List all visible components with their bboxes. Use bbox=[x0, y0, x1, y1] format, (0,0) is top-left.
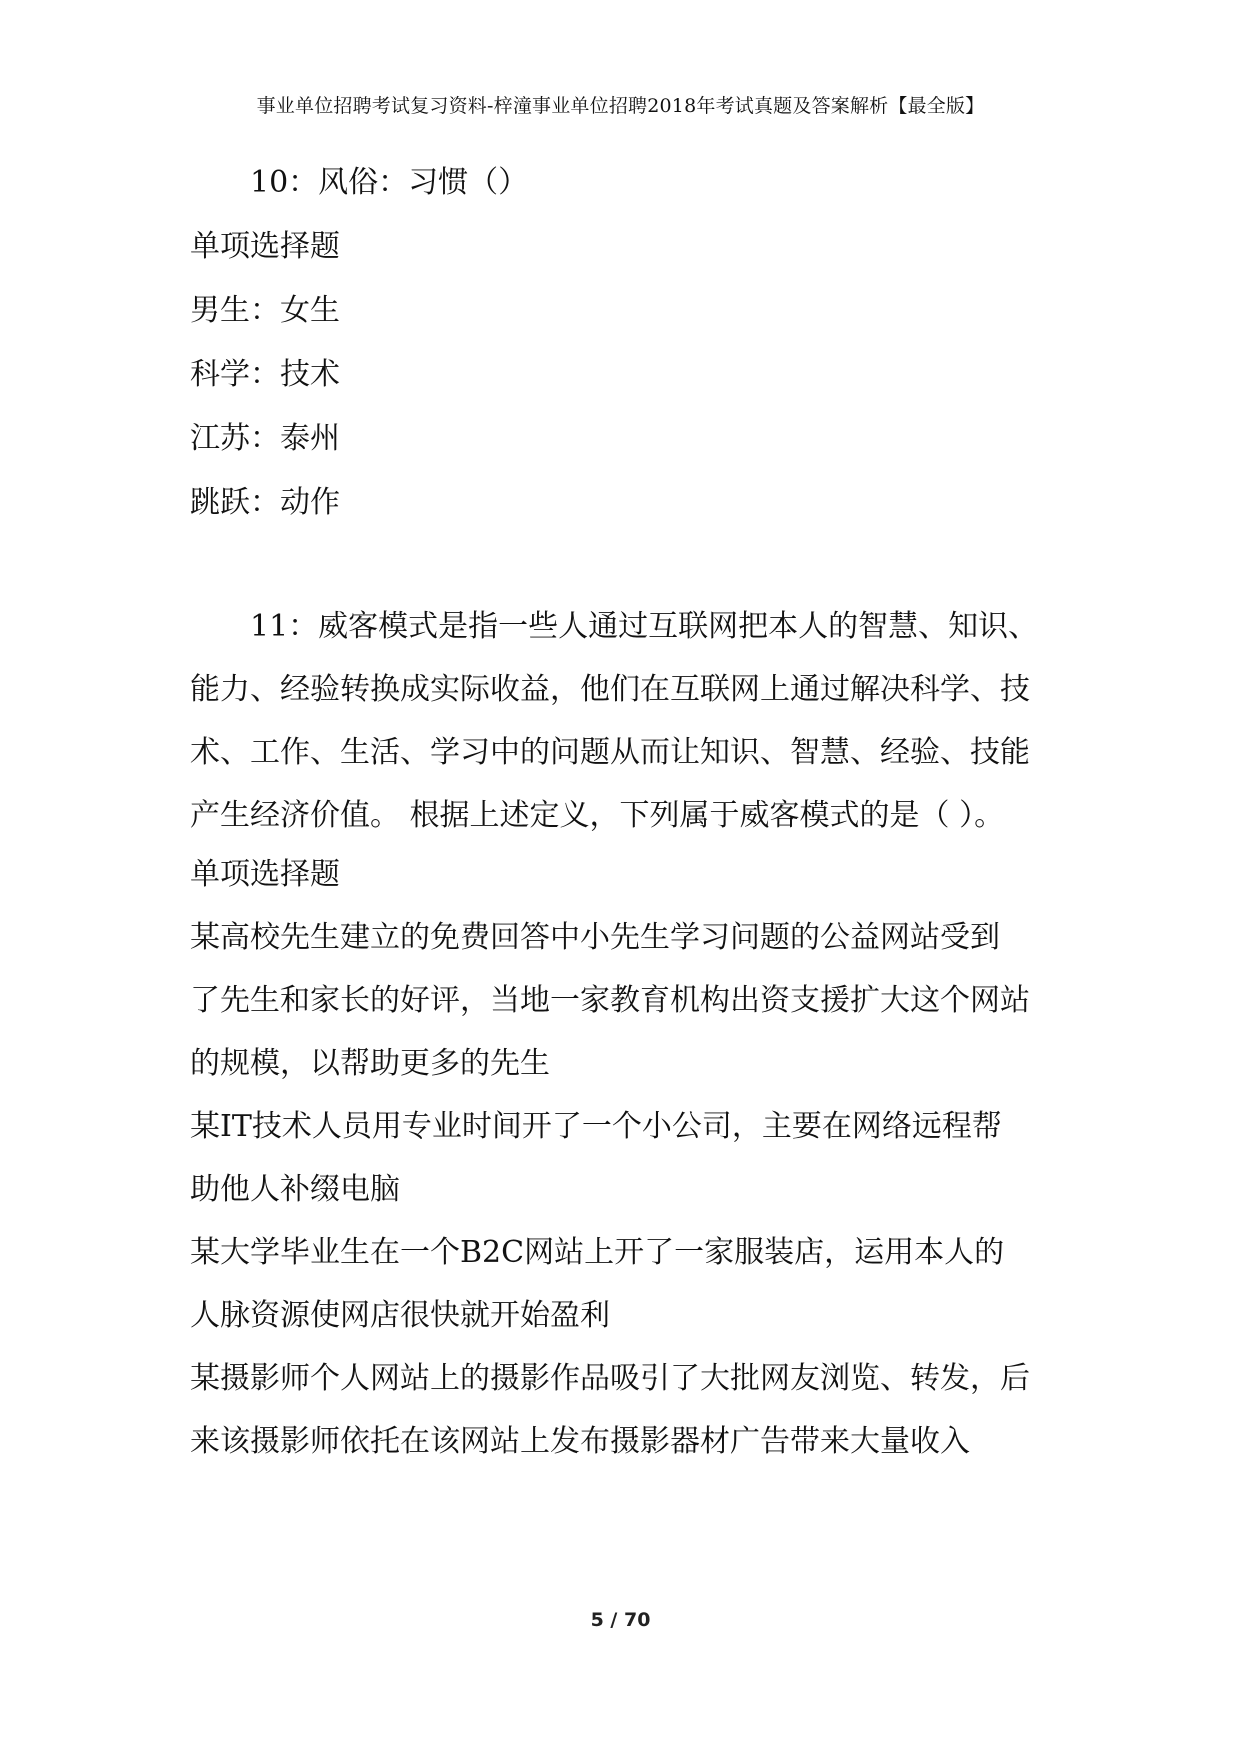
option-line: 某大学毕业生在一个B2C网站上开了一家服装店，运用本人的 bbox=[190, 1235, 1005, 1270]
question-10-type: 单项选择题 bbox=[190, 229, 340, 264]
question-11-stem bbox=[190, 604, 1075, 839]
question-11-options bbox=[190, 915, 1075, 1465]
option-line: 助他人补缀电脑 bbox=[190, 1172, 400, 1207]
question-10-option-b: 科学：技术 bbox=[190, 357, 340, 392]
option-line: 某IT技术人员用专业时间开了一个小公司，主要在网络远程帮 bbox=[190, 1109, 1002, 1144]
question-10-option-d: 跳跃：动作 bbox=[190, 485, 340, 520]
question-11-option-c bbox=[190, 1230, 1075, 1339]
question-11-stem-line: 11：威客模式是指一些人通过互联网把本人的智慧、知识、 bbox=[250, 609, 1039, 644]
option-line: 的规模，以帮助更多的先生 bbox=[190, 1046, 550, 1081]
page-number: 5 / 70 bbox=[590, 1609, 651, 1631]
question-10-stem: 10：风俗：习惯（） bbox=[250, 165, 529, 200]
question-10-option-a: 男生：女生 bbox=[190, 293, 340, 328]
option-line: 某高校先生建立的免费回答中小先生学习问题的公益网站受到 bbox=[190, 920, 1000, 955]
question-11-stem-line: 术、工作、生活、学习中的问题从而让知识、智慧、经验、技能 bbox=[190, 735, 1030, 770]
question-11-stem-line: 能力、经验转换成实际收益，他们在互联网上通过解决科学、技 bbox=[190, 672, 1030, 707]
question-11-stem-line: 产生经济价值。 根据上述定义，下列属于威客模式的是（ ）。 bbox=[190, 798, 1005, 833]
option-line: 来该摄影师依托在该网站上发布摄影器材广告带来大量收入 bbox=[190, 1424, 970, 1459]
question-11-option-d bbox=[190, 1356, 1075, 1465]
question-10-option-c: 江苏：泰州 bbox=[190, 421, 340, 456]
page-header: 事业单位招聘考试复习资料-梓潼事业单位招聘2018年考试真题及答案解析【最全版】 bbox=[256, 95, 985, 117]
question-11 bbox=[190, 604, 1075, 1465]
question-11-option-a bbox=[190, 915, 1075, 1087]
question-11-option-b bbox=[190, 1104, 1075, 1213]
option-line: 了先生和家长的好评，当地一家教育机构出资支援扩大这个网站 bbox=[190, 983, 1030, 1018]
question-11-type: 单项选择题 bbox=[190, 857, 340, 892]
question-10 bbox=[190, 160, 1075, 526]
option-line: 人脉资源使网店很快就开始盈利 bbox=[190, 1298, 610, 1333]
option-line: 某摄影师个人网站上的摄影作品吸引了大批网友浏览、转发，后 bbox=[190, 1361, 1030, 1396]
document-body bbox=[190, 160, 1075, 1465]
